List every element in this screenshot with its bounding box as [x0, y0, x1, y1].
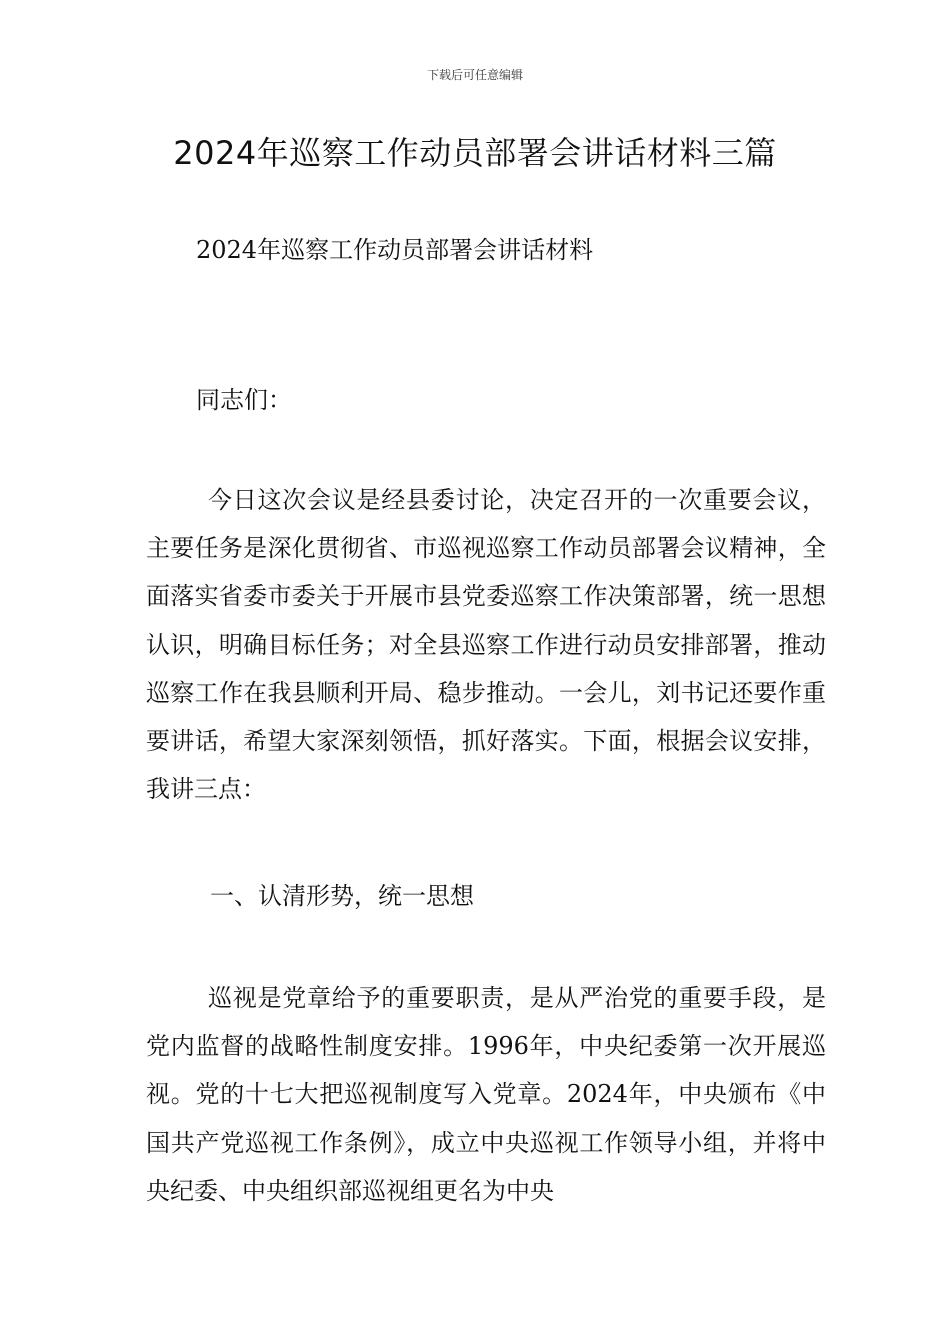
body-paragraph-1: 今日这次会议是经县委讨论，决定召开的一次重要会议，主要任务是深化贯彻省、市巡视巡察工作动员部署会议精神，全面落实省委市委关于开展市县党委巡察工作决策部署，统一思想认识，明确目标任务；对全县巡察工作进行动员安排部署，推动巡察工作在我县顺利开局、稳步推动。一会儿，刘书记还要作重要讲话，希望大家深刻领悟，抓好落实。下面，根据会议安排，我讲三点： — [146, 486, 826, 804]
header-note: 下载后可任意编辑 — [426, 68, 523, 82]
body-paragraph-2: 巡视是党章给予的重要职责，是从严治党的重要手段，是党内监督的战略性制度安排。1996年，中央纪委第一次开展巡视。党的十七大把巡视制度写入党章。2024年，中央颁布《中国共产党巡视工作条例》，成立中央巡视工作领导小组，并将中央纪委、中央组织部巡视组更名为中央 — [146, 984, 826, 1205]
section-heading-1: 一、认清形势，统一思想 — [210, 882, 474, 910]
document-title: 2024年巡察工作动员部署会讲话材料三篇 — [173, 134, 777, 172]
document-subtitle: 2024年巡察工作动员部署会讲话材料 — [196, 236, 594, 264]
salutation: 同志们： — [196, 386, 292, 414]
